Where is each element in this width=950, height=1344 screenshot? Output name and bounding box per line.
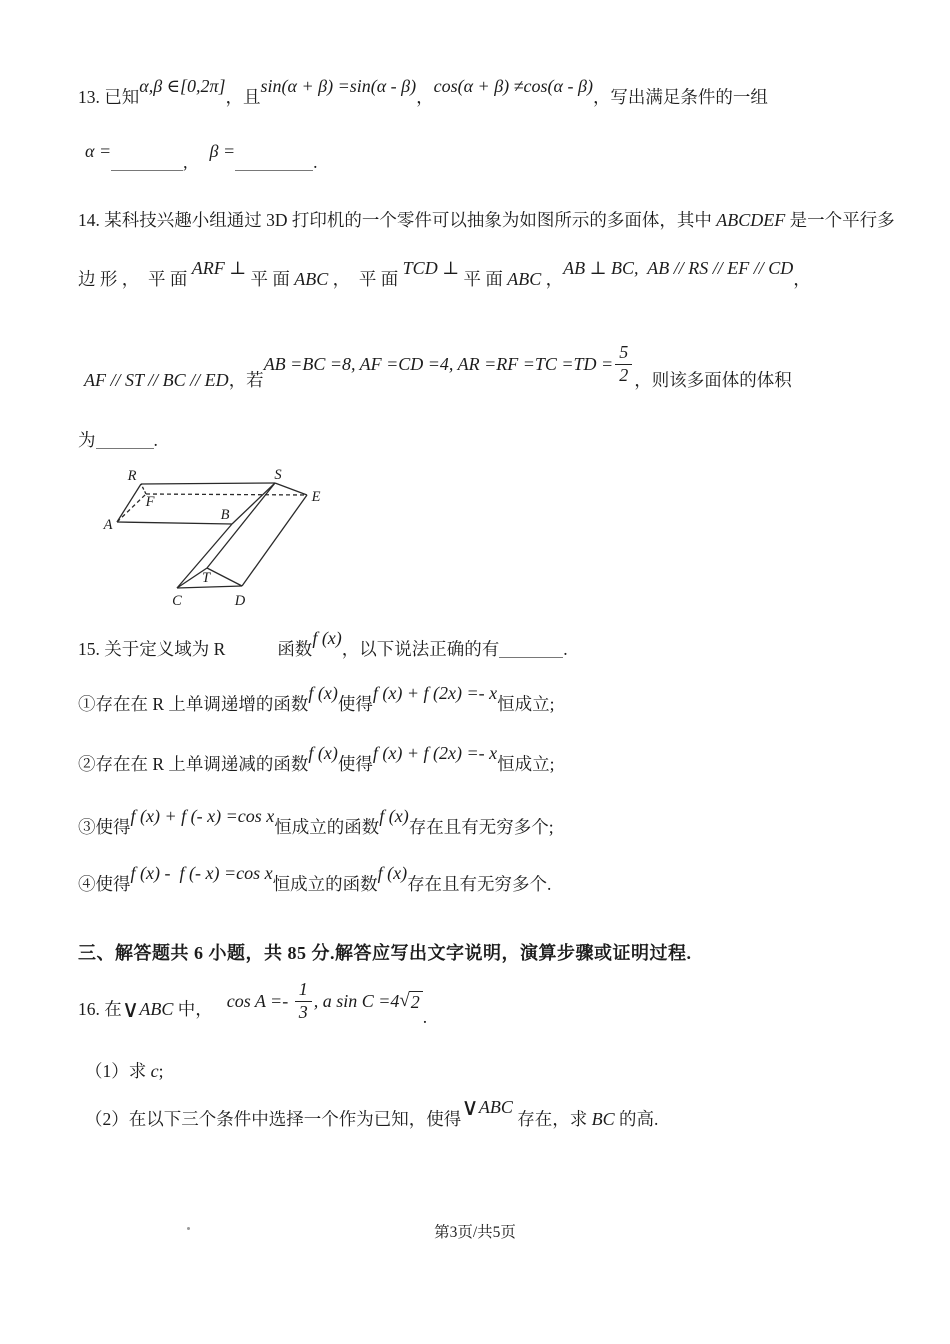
question-13-line-1 (78, 76, 768, 109)
q15-i2-equation: f (x) + f (2x) =- x (372, 743, 498, 763)
edge-ab (117, 522, 232, 524)
q15-i1-text-1: ①存在在 R 上单调递增的函数 (78, 693, 309, 714)
q14-formula-tcd: TCD ⊥ (402, 258, 460, 278)
edge-ar (117, 484, 141, 522)
q14-text-3: 边 形 ， 平 面 (78, 268, 192, 289)
q15-i4-text-3: 存在且有无穷多个. (407, 873, 552, 894)
q13-beta-eq: β = (209, 141, 236, 161)
section-3-heading (78, 942, 692, 965)
q14-text-10: ，则该多面体的体积 (634, 369, 792, 390)
q14-text-7: ， (541, 268, 564, 289)
q15-text-2: 函数 (277, 638, 313, 659)
triangle-symbol-2: ∨ (461, 1093, 479, 1121)
q15-formula-fx: f (x) (312, 628, 342, 648)
q16-p1-c: c (150, 1061, 159, 1082)
q13-answer-blank-alpha (111, 170, 183, 171)
question-14-line-2 (78, 258, 811, 291)
q15-i1-fx: f (x) (308, 683, 338, 703)
q13-period: . (313, 151, 318, 172)
q14-lengths-text: AB =BC =8, AF =CD =4, AR =RF =TC =TD = (263, 353, 614, 374)
vertex-label-a: A (103, 517, 113, 533)
q16-fraction-numerator: 1 (295, 980, 312, 1002)
q15-i2-fx: f (x) (308, 743, 338, 763)
q14-text-8: ， (793, 268, 811, 289)
edge-ed (242, 495, 307, 586)
q15-i4-text-2: 恒成立的函数 (272, 873, 378, 894)
q15-i4-text-1: ④使得 (78, 873, 131, 894)
question-14-line-3 (84, 343, 792, 392)
q15-i1-text-3: 恒成立; (497, 693, 555, 714)
q16-radicand: 2 (409, 991, 423, 1012)
q13-formula-domain: α,β ∈[0,2π] (139, 76, 226, 96)
q14-abc-2: ABC (507, 269, 542, 289)
edge-se (275, 483, 307, 495)
edge-sb (232, 483, 275, 524)
q16-abc: ABC (139, 998, 174, 1019)
question-15-line-1 (78, 628, 568, 661)
q14-formula-lengths (264, 343, 635, 386)
q16-p2-triangle-abc (461, 1095, 513, 1119)
question-16-part-2 (85, 1095, 658, 1131)
q14-abc-1: ABC (294, 269, 329, 289)
q15-i3-equation: f (x) + f (- x) =cos x (130, 806, 275, 826)
q16-p2-bc: BC (591, 1109, 615, 1130)
edge-fe-hidden (146, 494, 307, 495)
q16-text-1: 16. 在 (78, 998, 122, 1019)
q16-text-2: 中， (173, 998, 213, 1019)
q15-i4-equation: f (x) - f (- x) =cos x (130, 863, 273, 883)
q13-text-4: ，写出满足条件的一组 (592, 86, 768, 107)
vertex-label-b: B (220, 507, 230, 523)
question-15-item-2 (78, 743, 555, 776)
q14-answer-blank (96, 448, 154, 449)
q13-alpha-eq: α = (85, 141, 112, 161)
polyhedron-figure (92, 458, 332, 616)
q15-i4-fx: f (x) (377, 863, 408, 883)
edge-fr-hidden (141, 484, 146, 494)
q16-p2-text-1: （2）在以下三个条件中选择一个作为已知，使得 (85, 1109, 462, 1130)
q13-text-3: ， (416, 86, 434, 107)
q16-fraction (295, 980, 312, 1023)
q13-formula-sin: sin(α + β) =sin(α - β) (260, 76, 417, 96)
q15-answer-blank (499, 657, 563, 658)
q15-text-1: 15. 关于定义域为 R (78, 638, 226, 659)
q14-fraction-numerator: 5 (615, 343, 632, 365)
q16-p1-text-2: ; (158, 1061, 164, 1081)
triangle-symbol: ∨ (121, 994, 140, 1023)
q13-formula-cos: cos(α + β) ≠cos(α - β) (433, 76, 593, 96)
q14-fraction (615, 343, 632, 386)
q16-radical (399, 991, 422, 1012)
q13-answer-blank-beta (235, 170, 313, 171)
q15-i2-text-3: 恒成立; (497, 753, 555, 774)
q13-comma: , (183, 151, 188, 172)
edge-rs (141, 483, 275, 484)
q14-text-2: 是一个平行多 (785, 210, 895, 230)
q15-i1-equation: f (x) + f (2x) =- x (372, 683, 498, 703)
q15-i3-text-1: ③使得 (78, 816, 131, 837)
q15-i3-text-3: 存在且有无穷多个; (408, 816, 554, 837)
sqrt-symbol: √ (399, 989, 410, 1011)
q15-i3-fx: f (x) (379, 806, 409, 826)
q16-p1-text-1: （1）求 (85, 1061, 151, 1081)
vertex-label-s: S (274, 467, 282, 483)
vertex-label-f: F (145, 494, 155, 510)
q15-i1-text-2: 使得 (337, 693, 373, 714)
question-16-line-1 (78, 980, 427, 1029)
question-13-line-2 (85, 141, 317, 174)
q14-text-4: 平 面 (246, 268, 295, 289)
q14-text-5: ， 平 面 (328, 268, 403, 289)
vertex-label-e: E (311, 489, 321, 505)
q14-formula-arf: ARF ⊥ (191, 258, 247, 278)
question-14-line-4 (78, 429, 158, 452)
question-15-item-4 (78, 863, 551, 896)
section-3-heading-text: 三、解答题共 6 小题，共 85 分.解答应写出文字说明，演算步骤或证明过程. (78, 943, 692, 963)
q16-p2-text-3: 的高. (614, 1109, 659, 1130)
q15-period: . (563, 638, 568, 659)
vertex-label-t: T (201, 570, 211, 586)
vertex-label-c: C (172, 593, 182, 609)
q14-text-6: 平 面 (459, 268, 508, 289)
q13-text-2: ，且 (225, 86, 261, 107)
q14-formula-parallel-1: AB ⊥ BC, AB // RS // EF // CD (563, 258, 794, 278)
q16-period: . (422, 1006, 428, 1027)
q16-p2-abc: ABC (478, 1097, 513, 1118)
question-16-part-1 (85, 1060, 164, 1083)
q15-i3-text-2: 恒成立的函数 (274, 816, 380, 837)
q15-i2-text-1: ②存在在 R 上单调递减的函数 (78, 753, 309, 774)
question-15-item-3 (78, 806, 554, 839)
q15-i2-text-2: 使得 (337, 753, 373, 774)
vertex-label-r: R (127, 468, 137, 484)
edge-cd (177, 586, 242, 588)
q13-text-1: 13. 已知 (78, 86, 140, 107)
question-14-line-1 (78, 209, 895, 232)
q16-fraction-denominator: 3 (298, 1001, 308, 1022)
q14-text-9: ，若 (228, 369, 264, 390)
q16-formula (227, 980, 423, 1023)
vertex-label-d: D (234, 593, 246, 609)
question-15-item-1 (78, 683, 555, 716)
q16-formula-asin: , a sin C =4 (313, 990, 400, 1011)
q16-p2-text-2: 存在，求 (512, 1109, 592, 1130)
q14-period: . (153, 430, 158, 450)
q14-formula-parallel-2: AF // ST // BC // ED (84, 369, 229, 390)
page-footer: 第3页/共5页 (434, 1224, 516, 1241)
q14-fraction-denominator: 2 (619, 364, 629, 385)
q14-abcdef: ABCDEF (716, 210, 786, 231)
edge-st (207, 483, 275, 568)
q15-text-3: ，以下说法正确的有 (341, 638, 500, 659)
edge-td (207, 568, 242, 586)
q14-text-1: 14. 某科技兴趣小组通过 3D 打印机的一个零件可以抽象为如图所示的多面体，其中 (78, 210, 717, 230)
q16-formula-cos: cos A =- (226, 990, 293, 1011)
q14-text-11: 为 (78, 430, 96, 450)
